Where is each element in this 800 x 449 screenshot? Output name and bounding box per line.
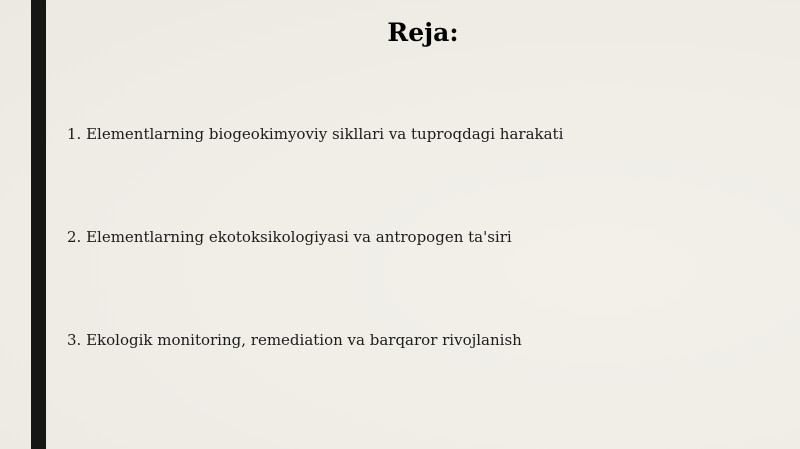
agenda-item-1: 1. Elementlarning biogeokimyoviy sikllari va tuproqdagi harakati [67,125,564,143]
accent-bar [31,0,46,449]
agenda-item-3: 3. Ekologik monitoring, remediation va barqaror rivojlanish [67,331,522,349]
agenda-item-2: 2. Elementlarning ekotoksikologiyasi va antropogen ta'siri [67,228,512,246]
slide-title: Reja: [387,18,459,47]
